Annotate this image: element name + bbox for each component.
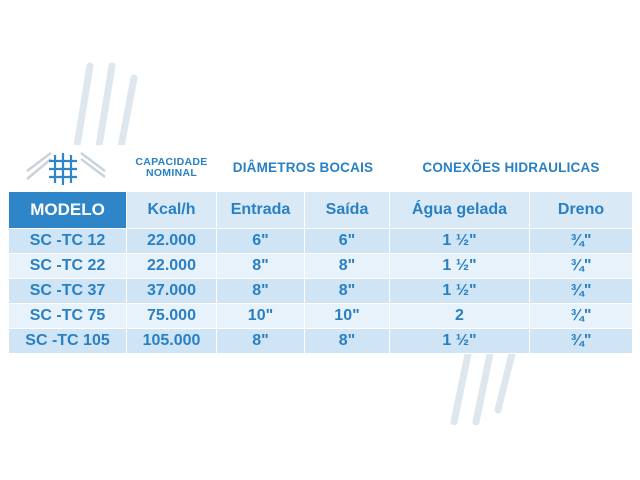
cell-entrada: 8" [217,254,305,279]
group-header-connections: CONEXÕES HIDRAULICAS [390,145,633,192]
cell-saida: 8" [305,329,390,354]
cell-agua-gelada: 1 ½" [390,329,530,354]
cell-entrada: 6" [217,229,305,254]
specifications-table [8,145,633,354]
column-header-saida: Saída [305,192,390,229]
cell-kcal: 105.000 [127,329,217,354]
table-row [9,304,633,329]
cell-entrada: 10" [217,304,305,329]
capacity-line-1: CAPACIDADE [135,155,208,168]
cell-entrada: 8" [217,329,305,354]
cell-agua-gelada: 1 ½" [390,279,530,304]
column-header-modelo: MODELO [9,192,127,229]
water-streaks-top-icon [60,60,140,155]
brand-logo-cell [9,145,127,192]
cell-saida: 10" [305,304,390,329]
cell-modelo: SC -TC 37 [9,279,127,304]
cell-kcal: 22.000 [127,254,217,279]
capacity-line-2: NOMINAL [145,167,198,179]
cell-agua-gelada: 1 ½" [390,254,530,279]
cell-dreno: ¾" [530,304,633,329]
cell-saida: 6" [305,229,390,254]
cell-modelo: SC -TC 22 [9,254,127,279]
column-header-agua-gelada: Água gelada [390,192,530,229]
cell-dreno: ¾" [530,254,633,279]
table-row [9,229,633,254]
cell-modelo: SC -TC 105 [9,329,127,354]
cell-modelo: SC -TC 12 [9,229,127,254]
water-streaks-bottom-icon [440,350,520,425]
specifications-table-wrapper [8,145,632,354]
cell-dreno: ¾" [530,329,633,354]
column-header-kcal: Kcal/h [127,192,217,229]
table-column-header-row [9,192,633,229]
table-row [9,329,633,354]
table-row [9,279,633,304]
cell-modelo: SC -TC 75 [9,304,127,329]
cell-kcal: 22.000 [127,229,217,254]
column-header-dreno: Dreno [530,192,633,229]
group-header-diameters: DIÂMETROS BOCAIS [217,145,390,192]
cell-kcal: 75.000 [127,304,217,329]
group-header-capacity [127,145,217,192]
cell-kcal: 37.000 [127,279,217,304]
cell-agua-gelada: 2 [390,304,530,329]
cell-saida: 8" [305,254,390,279]
column-header-entrada: Entrada [217,192,305,229]
table-row [9,254,633,279]
cell-saida: 8" [305,279,390,304]
cell-agua-gelada: 1 ½" [390,229,530,254]
table-group-header-row [9,145,633,192]
cell-entrada: 8" [217,279,305,304]
cell-dreno: ¾" [530,229,633,254]
cell-dreno: ¾" [530,279,633,304]
cooling-tower-logo-icon [25,149,111,187]
